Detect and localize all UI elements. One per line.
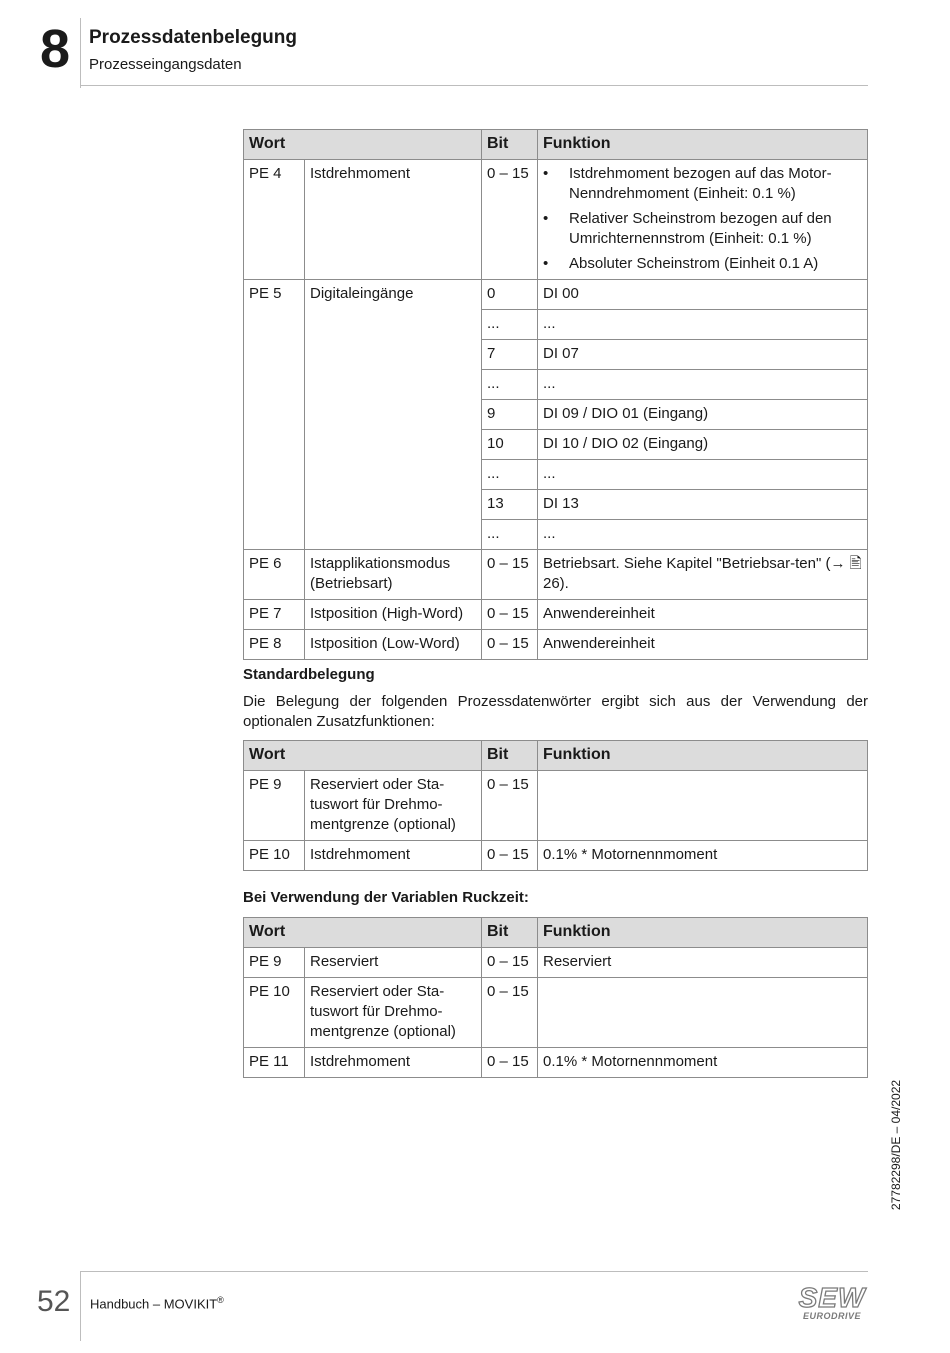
table-row	[244, 841, 868, 871]
bit-cell: 0 – 15	[482, 1048, 538, 1078]
word-cell: PE 4	[244, 160, 305, 280]
function-cell	[538, 771, 868, 841]
bit-cell: ...	[482, 520, 538, 550]
name-cell: Digitaleingänge	[305, 280, 482, 550]
name-cell: Reserviert	[305, 948, 482, 978]
footer-divider-vertical	[80, 1271, 81, 1341]
bullet-item: • Istdrehmoment bezogen auf das Motor-Nenndrehmoment (Einheit: 0.1 %)	[543, 164, 862, 204]
bit-cell: 0 – 15	[482, 160, 538, 280]
function-cell: DI 10 / DIO 02 (Eingang)	[538, 430, 868, 460]
section-heading-ruckzeit: Bei Verwendung der Variablen Ruckzeit:	[243, 889, 529, 906]
bit-cell: 9	[482, 400, 538, 430]
bit-cell: 0 – 15	[482, 630, 538, 660]
bit-cell: 0 – 15	[482, 550, 538, 600]
word-cell: PE 11	[244, 1048, 305, 1078]
standard-assignment-table	[243, 740, 868, 871]
name-cell: Istposition (Low-Word)	[305, 630, 482, 660]
bit-cell: ...	[482, 460, 538, 490]
function-cell	[538, 978, 868, 1048]
table-row	[244, 771, 868, 841]
function-cell: Anwendereinheit	[538, 630, 868, 660]
header-wort: Wort	[244, 130, 482, 160]
word-cell: PE 7	[244, 600, 305, 630]
function-cell: Reserviert	[538, 948, 868, 978]
function-cell: Anwendereinheit	[538, 600, 868, 630]
chapter-title: Prozessdatenbelegung	[89, 27, 297, 48]
function-cell: 0.1% * Motornennmoment	[538, 841, 868, 871]
name-cell: Istdrehmoment	[305, 841, 482, 871]
function-cell: DI 13	[538, 490, 868, 520]
word-cell: PE 9	[244, 948, 305, 978]
page-number: 52	[37, 1285, 71, 1318]
function-cell: Betriebsart. Siehe Kapitel "Betriebsar-ten" (→ 🖹 26).	[538, 550, 868, 600]
word-cell: PE 8	[244, 630, 305, 660]
logo-sub-text: EURODRIVE	[802, 1311, 861, 1321]
table-row	[244, 1048, 868, 1078]
function-cell: 0.1% * Motornennmoment	[538, 1048, 868, 1078]
bit-cell: 0 – 15	[482, 978, 538, 1048]
table-row	[244, 630, 868, 660]
section-paragraph: Die Belegung der folgenden Prozessdatenwörter ergibt sich aus der Verwendung der optionalen Zusatzfunktionen:	[243, 693, 868, 730]
table-row	[244, 978, 868, 1048]
bit-cell: 0 – 15	[482, 600, 538, 630]
table-row	[244, 160, 868, 280]
bullet-item: • Absoluter Scheinstrom (Einheit 0.1 A)	[543, 254, 862, 274]
bullet-item: • Relativer Scheinstrom bezogen auf den Umrichternennstrom (Einheit: 0.1 %)	[543, 209, 862, 249]
chapter-subtitle: Prozesseingangsdaten	[89, 56, 242, 73]
function-bullet-list	[543, 164, 862, 274]
header-wort: Wort	[244, 918, 482, 948]
table-row	[244, 550, 868, 600]
bit-cell: 0	[482, 280, 538, 310]
table-row	[244, 280, 868, 310]
function-cell: DI 07	[538, 340, 868, 370]
word-cell: PE 10	[244, 841, 305, 871]
header-bit: Bit	[482, 130, 538, 160]
name-cell: Istapplikationsmodus (Betriebsart)	[305, 550, 482, 600]
footer-title	[90, 1295, 224, 1311]
name-cell: Reserviert oder Sta-tuswort für Drehmo-mentgrenze (optional)	[305, 978, 482, 1048]
footer-divider-horizontal	[80, 1271, 868, 1272]
table-header-row	[244, 918, 868, 948]
sew-eurodrive-logo	[796, 1282, 868, 1321]
bit-cell: 13	[482, 490, 538, 520]
table-header-row	[244, 130, 868, 160]
bit-cell: 10	[482, 430, 538, 460]
header-bit: Bit	[482, 918, 538, 948]
process-input-table	[243, 129, 868, 660]
ruckzeit-assignment-table	[243, 917, 868, 1078]
function-cell	[538, 160, 868, 280]
document-code: 27782298/DE – 04/2022	[889, 1079, 903, 1211]
word-cell: PE 9	[244, 771, 305, 841]
bit-cell: 7	[482, 340, 538, 370]
word-cell: PE 6	[244, 550, 305, 600]
word-cell: PE 5	[244, 280, 305, 550]
word-cell: PE 10	[244, 978, 305, 1048]
bit-cell: 0 – 15	[482, 841, 538, 871]
function-cell: DI 00	[538, 280, 868, 310]
header-funktion: Funktion	[538, 918, 868, 948]
header-bit: Bit	[482, 741, 538, 771]
function-cell: ...	[538, 370, 868, 400]
header-funktion: Funktion	[538, 130, 868, 160]
name-cell: Istposition (High-Word)	[305, 600, 482, 630]
table-row	[244, 600, 868, 630]
name-cell: Istdrehmoment	[305, 1048, 482, 1078]
logo-main-text: SEW	[798, 1282, 866, 1313]
section-heading-standardbelegung: Standardbelegung	[243, 666, 375, 683]
name-cell: Reserviert oder Sta-tuswort für Drehmo-mentgrenze (optional)	[305, 771, 482, 841]
function-cell: ...	[538, 520, 868, 550]
registered-mark: ®	[217, 1295, 224, 1305]
table-header-row	[244, 741, 868, 771]
name-cell: Istdrehmoment	[305, 160, 482, 280]
header-divider-horizontal	[80, 85, 868, 86]
footer-title-text: Handbuch – MOVIKIT	[90, 1296, 218, 1312]
bit-cell: 0 – 15	[482, 771, 538, 841]
function-cell: DI 09 / DIO 01 (Eingang)	[538, 400, 868, 430]
chapter-number: 8	[40, 19, 71, 79]
bit-cell: ...	[482, 310, 538, 340]
header-divider-vertical	[80, 18, 81, 88]
header-wort: Wort	[244, 741, 482, 771]
header-funktion: Funktion	[538, 741, 868, 771]
bit-cell: 0 – 15	[482, 948, 538, 978]
bit-cell: ...	[482, 370, 538, 400]
table-row	[244, 948, 868, 978]
function-cell: ...	[538, 460, 868, 490]
function-cell: ...	[538, 310, 868, 340]
